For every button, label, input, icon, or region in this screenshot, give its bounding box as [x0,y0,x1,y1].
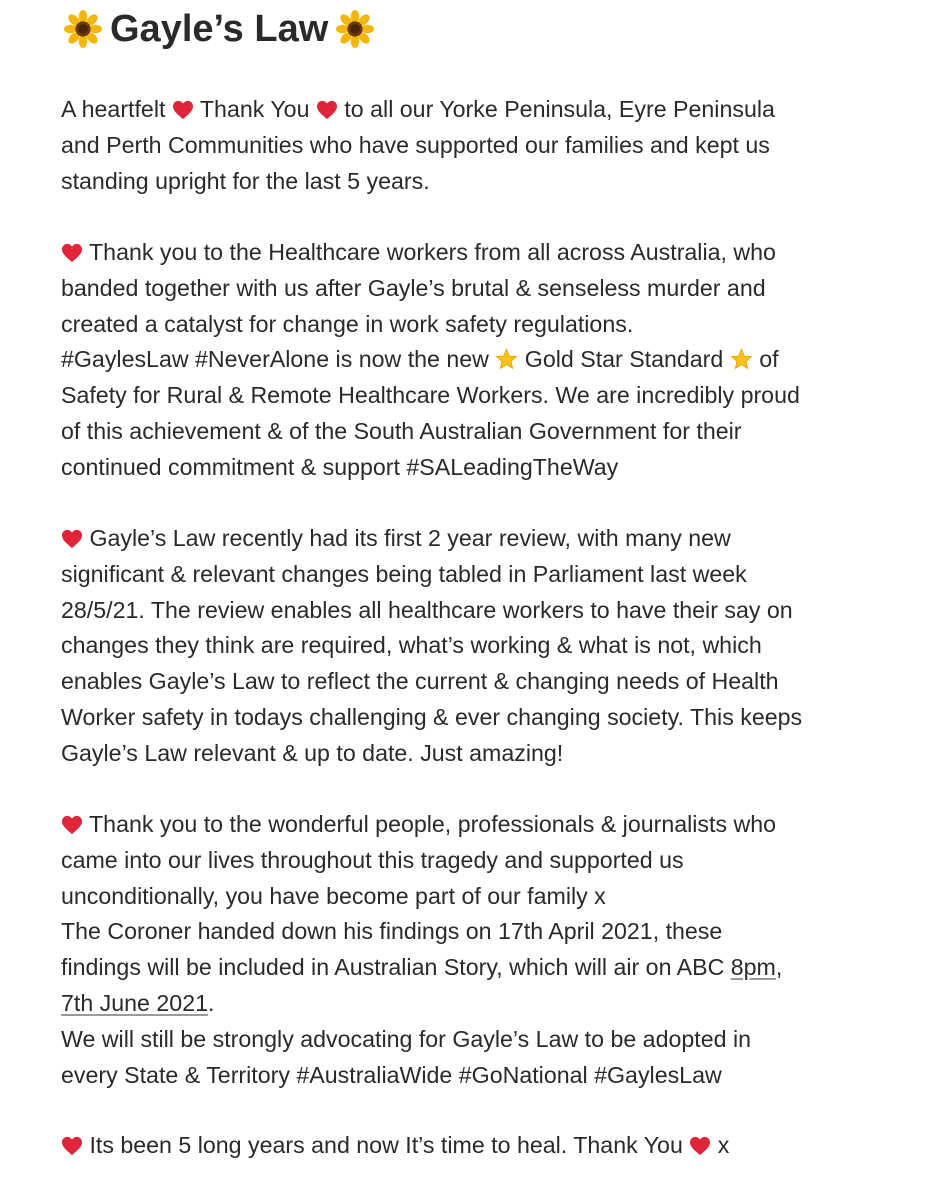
text-line [61,986,921,1022]
paragraph-thank-you-communities [61,92,921,199]
text-line [61,950,921,986]
date-time-link[interactable]: 8pm [730,954,776,981]
paragraph-time-to-heal [61,1128,921,1164]
red-heart-icon [172,100,194,120]
text-line [61,1128,921,1164]
red-heart-icon [61,243,83,263]
red-heart-icon [316,100,338,120]
sunflower-icon [64,10,102,48]
paragraph-healthcare-workers [61,235,921,486]
text-line: and Perth Communities who have supported our families and kept us [61,131,770,158]
text-line [61,807,921,843]
text-line [61,92,921,128]
text-line: banded together with us after Gayle’s brutal & senseless murder and [61,274,766,301]
paragraph-two-year-review [61,521,921,772]
star-icon [730,348,753,371]
text-line: of this achievement & of the South Australian Government for their [61,417,742,444]
text-span: Thank you to the Healthcare workers from all across Australia, who [83,239,776,265]
text-span: to all our Yorke Peninsula, Eyre Peninsula [337,96,775,122]
star-icon [495,348,518,371]
text-line: every State & Territory #AustraliaWide #GoNational #GaylesLaw [61,1061,722,1088]
text-line: Gayle’s Law relevant & up to date. Just amazing! [61,739,564,766]
text-line: 28/5/21. The review enables all healthcare workers to have their say on [61,596,793,623]
text-line: Safety for Rural & Remote Healthcare Workers. We are incredibly proud [61,382,800,409]
red-heart-icon [689,1136,711,1156]
text-span: of [752,346,779,373]
text-line: created a catalyst for change in work safety regulations. [61,310,634,337]
text-span: x [711,1132,730,1158]
sunflower-icon [336,10,374,48]
note-title-text: Gayle’s Law [110,7,329,50]
paragraph-professionals-coroner [61,807,921,1093]
text-span: #GaylesLaw #NeverAlone is now the new [61,346,496,373]
red-heart-icon [61,815,83,835]
red-heart-icon [61,1136,83,1156]
text-span: Its been 5 long years and now It’s time to heal. Thank You [83,1132,690,1158]
text-line [61,521,921,557]
text-span: Gold Star Standard [518,346,730,373]
text-span: Thank you to the wonderful people, professionals & journalists who [83,811,777,837]
text-line: standing upright for the last 5 years. [61,167,430,194]
text-line [61,342,921,378]
text-span: , [775,954,783,981]
text-span: Thank You [193,96,316,122]
text-span: A heartfelt [61,96,172,122]
text-span: . [207,989,215,1016]
text-line: We will still be strongly advocating for Gayle’s Law to be adopted in [61,1025,751,1052]
text-line: continued commitment & support #SALeadingTheWay [61,453,619,480]
text-line: The Coroner handed down his findings on 17th April 2021, these [61,918,723,945]
red-heart-icon [61,529,83,549]
text-line [61,235,921,271]
note-title [64,5,374,53]
text-line: Worker safety in todays challenging & ever changing society. This keeps [61,703,803,730]
text-line: significant & relevant changes being tabled in Parliament last week [61,560,747,587]
text-line: enables Gayle’s Law to reflect the current & changing needs of Health [61,668,779,695]
text-line: changes they think are required, what’s working & what is not, which [61,632,762,659]
text-line: came into our lives throughout this tragedy and supported us [61,846,684,873]
text-span: findings will be included in Australian Story, which will air on ABC [61,954,731,981]
text-line: unconditionally, you have become part of our family x [61,882,606,909]
date-link[interactable]: 7th June 2021 [61,989,208,1016]
text-span: Gayle’s Law recently had its first 2 year review, with many new [83,525,731,551]
